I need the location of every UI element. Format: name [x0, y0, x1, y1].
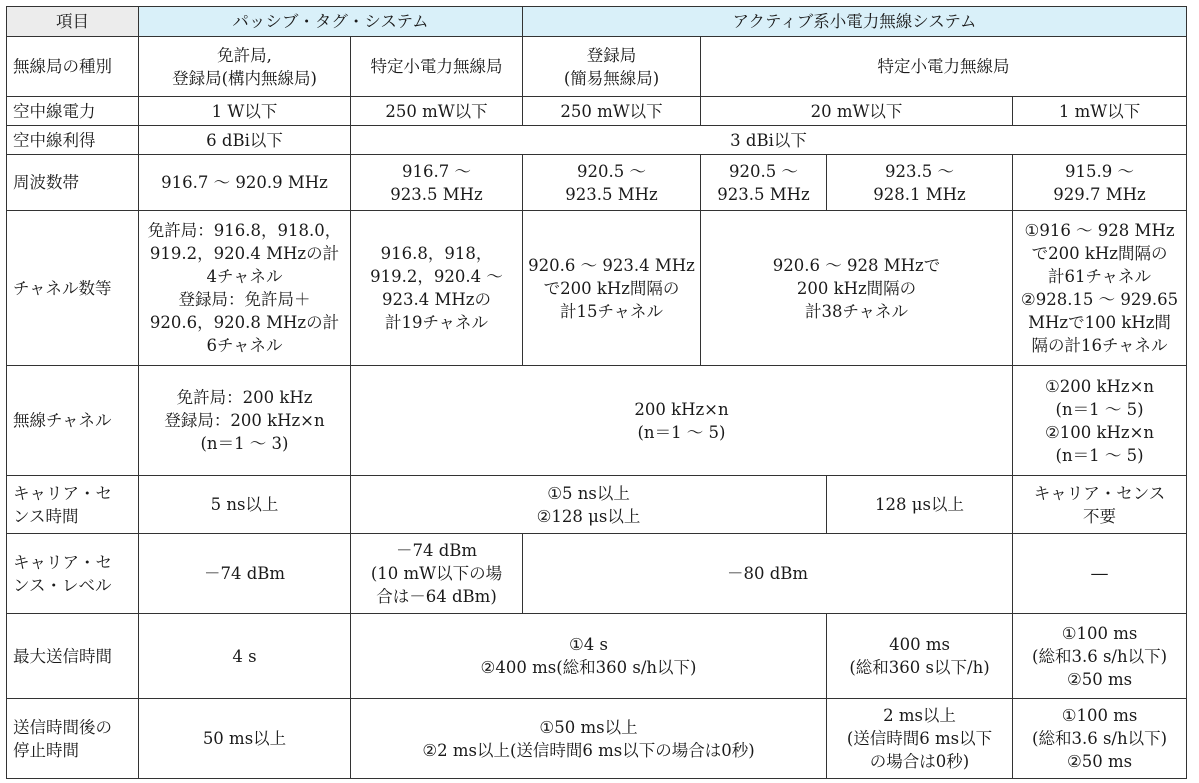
row-frequency-band: [7, 155, 1187, 211]
table-cell: 916.7 ～ 923.5 MHz: [351, 155, 523, 211]
table-cell: 6 dBi以下: [139, 126, 351, 155]
cell-licensed-registered: 免許局, 登録局(構内無線局): [139, 37, 351, 97]
row-carrier-sense-time: [7, 476, 1187, 534]
row-label: チャネル数等: [7, 211, 139, 366]
cell-specified-low-power-passive: 特定小電力無線局: [351, 37, 523, 97]
row-max-tx-time: [7, 614, 1187, 699]
table-cell: 4 s: [139, 614, 351, 699]
table-cell: ①100 ms (総和3.6 s/h以下) ②50 ms: [1013, 699, 1187, 779]
table-cell: 923.5 ～ 928.1 MHz: [827, 155, 1013, 211]
table-cell: ①5 ns以上 ②128 μs以上: [351, 476, 827, 534]
table-cell: 128 μs以上: [827, 476, 1013, 534]
header-item: 項目: [7, 7, 139, 37]
table-cell: 920.5 ～ 923.5 MHz: [523, 155, 701, 211]
row-label: キャリア・セ ンス時間: [7, 476, 139, 534]
row-radio-channel: [7, 366, 1187, 476]
table-cell: －80 dBm: [523, 534, 1013, 614]
rfid-spec-table: [6, 6, 1187, 779]
row-label: 無線局の種別: [7, 37, 139, 97]
cell-registered-simple: 登録局 (簡易無線局): [523, 37, 701, 97]
table-cell: 915.9 ～ 929.7 MHz: [1013, 155, 1187, 211]
cell-specified-low-power-active: 特定小電力無線局: [701, 37, 1187, 97]
row-label: 周波数帯: [7, 155, 139, 211]
row-pause-after-tx: [7, 699, 1187, 779]
table-cell: －74 dBm: [139, 534, 351, 614]
table-cell: 免許局：200 kHz 登録局：200 kHz×n (n＝1 ～ 3): [139, 366, 351, 476]
row-antenna-power: [7, 97, 1187, 126]
table-cell: 50 ms以上: [139, 699, 351, 779]
row-channels: [7, 211, 1187, 366]
row-antenna-gain: [7, 126, 1187, 155]
table-cell: 5 ns以上: [139, 476, 351, 534]
table-cell: 1 W以下: [139, 97, 351, 126]
table-cell: ―: [1013, 534, 1187, 614]
table-cell: 20 mW以下: [701, 97, 1013, 126]
row-label: 空中線電力: [7, 97, 139, 126]
table-cell: ①4 s ②400 ms(総和360 s/h以下): [351, 614, 827, 699]
table-cell: ①50 ms以上 ②2 ms以上(送信時間6 ms以下の場合は0秒): [351, 699, 827, 779]
row-label: 空中線利得: [7, 126, 139, 155]
table-cell: 250 mW以下: [351, 97, 523, 126]
row-label: 無線チャネル: [7, 366, 139, 476]
row-carrier-sense-level: [7, 534, 1187, 614]
header-active-low-power-system: アクティブ系小電力無線システム: [523, 7, 1187, 37]
table-cell: ①200 kHz×n (n＝1 ～ 5) ②100 kHz×n (n＝1 ～ 5): [1013, 366, 1187, 476]
table-cell: 3 dBi以下: [351, 126, 1187, 155]
table-cell: 916.8，918， 919.2，920.4 ～ 923.4 MHzの 計19チャネル: [351, 211, 523, 366]
table-cell: 200 kHz×n (n＝1 ～ 5): [351, 366, 1013, 476]
table-cell: 920.6 ～ 928 MHzで 200 kHz間隔の 計38チャネル: [701, 211, 1013, 366]
table-cell: 1 mW以下: [1013, 97, 1187, 126]
row-label: 送信時間後の 停止時間: [7, 699, 139, 779]
table-cell: 920.5 ～ 923.5 MHz: [701, 155, 827, 211]
table-cell: 400 ms (総和360 s以下/h): [827, 614, 1013, 699]
table-cell: 免許局：916.8，918.0， 919.2，920.4 MHzの計 4チャネル 登録局：免許局＋ 920.6，920.8 MHzの計 6チャネル: [139, 211, 351, 366]
table-cell: ①916 ～ 928 MHz で200 kHz間隔の 計61チャネル ②928.15 ～ 929.65 MHzで100 kHz間 隔の計16チャネル: [1013, 211, 1187, 366]
table-cell: 250 mW以下: [523, 97, 701, 126]
table-cell: キャリア・センス 不要: [1013, 476, 1187, 534]
table-cell: －74 dBm (10 mW以下の場 合は－64 dBm): [351, 534, 523, 614]
header-row: [7, 7, 1187, 37]
header-passive-tag-system: パッシブ・タグ・システム: [139, 7, 523, 37]
row-station-type: [7, 37, 1187, 97]
table-cell: 916.7 ～ 920.9 MHz: [139, 155, 351, 211]
table-cell: ①100 ms (総和3.6 s/h以下) ②50 ms: [1013, 614, 1187, 699]
table-cell: 920.6 ～ 923.4 MHz で200 kHz間隔の 計15チャネル: [523, 211, 701, 366]
table-cell: 2 ms以上 (送信時間6 ms以下 の場合は0秒): [827, 699, 1013, 779]
row-label: キャリア・セ ンス・レベル: [7, 534, 139, 614]
row-label: 最大送信時間: [7, 614, 139, 699]
